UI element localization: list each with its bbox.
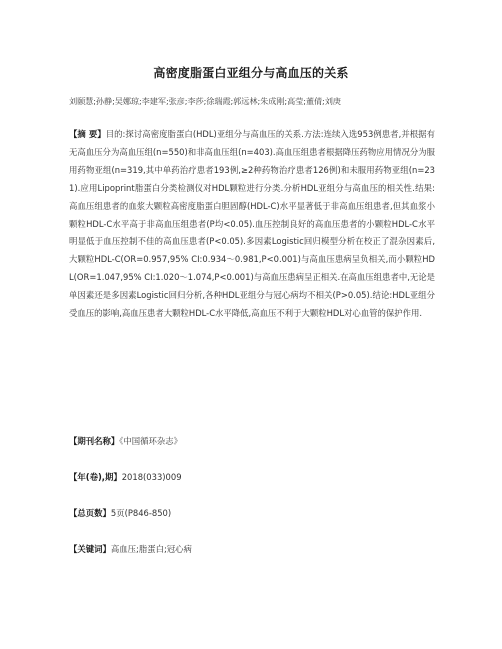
pages-value: 5页(P846-850)	[110, 508, 172, 518]
journal-label: 【期刊名称】	[69, 436, 120, 446]
page-count-row	[69, 507, 449, 519]
abstract-text: 目的:探讨高密度脂蛋白(HDL)亚组分与高血压的关系.方法:连续入选953例患者,并根据有无高血压分为高血压组(n=550)和非高血压组(n=403).高血压组患者根据降压药物应用情况分为服用药物亚组(n=319,其中单药治疗患者193例,≥2种药物治疗患者126例)和未服用药物亚组(n=231).应用Lipoprint脂蛋白分类检测仪对HDL颗粒进行分类.分析HDL亚组分与高血压的相关性.结果:高血压组患者的血浆大颗粒高密度脂蛋白胆固醇(HDL-C)水平显著低于非高血压组患者,但其血浆小颗粒HDL-C水平高于非高血压组患者(P均<0.05).血压控制良好的高血压患者的小颗粒HDL-C水平明显低于血压控制不佳的高血压患者(P<0.05).多因素Logistic回归模型分析在校正了混杂因素后,大颗粒HDL-C(OR=0.957,95% CI:0.934～0.981,P<0.001)与高血压患病呈负相关,而小颗粒HDL(OR=1.047,95% CI:1.020～1.074,P<0.001)与高血压患病呈正相关.在高血压组患者中,无论是单因素还是多因素Logistic回归分析,各种HDL亚组分与冠心病均不相关(P>0.05).结论:HDL亚组分受血压的影响,高血压患者大颗粒HDL-C水平降低,高血压不利于大颗粒HDL对心血管的保护作用.	[69, 129, 435, 319]
keywords-label: 【关键词】	[69, 544, 111, 554]
abstract-label: 【摘 要】	[69, 129, 106, 139]
journal-value: 《中国循环杂志》	[119, 436, 183, 446]
year-value: 2018(033)009	[121, 472, 182, 482]
year-volume-row	[69, 471, 449, 483]
keywords-value: 高血压;脂蛋白;冠心病	[110, 544, 192, 554]
keywords-row	[69, 543, 449, 555]
journal-name-row	[69, 435, 449, 447]
year-label: 【年(卷),期】	[69, 472, 122, 482]
abstract-paragraph	[69, 126, 435, 323]
pages-label: 【总页数】	[69, 508, 111, 518]
paper-title: 高密度脂蛋白亚组分与高血压的关系	[153, 66, 349, 80]
author-list: 刘颐慧;孙静;吴娜琼;李建军;张彦;李莎;徐瑞霞;郭远林;朱成刚;高莹;董倩;刘庚	[69, 96, 341, 106]
